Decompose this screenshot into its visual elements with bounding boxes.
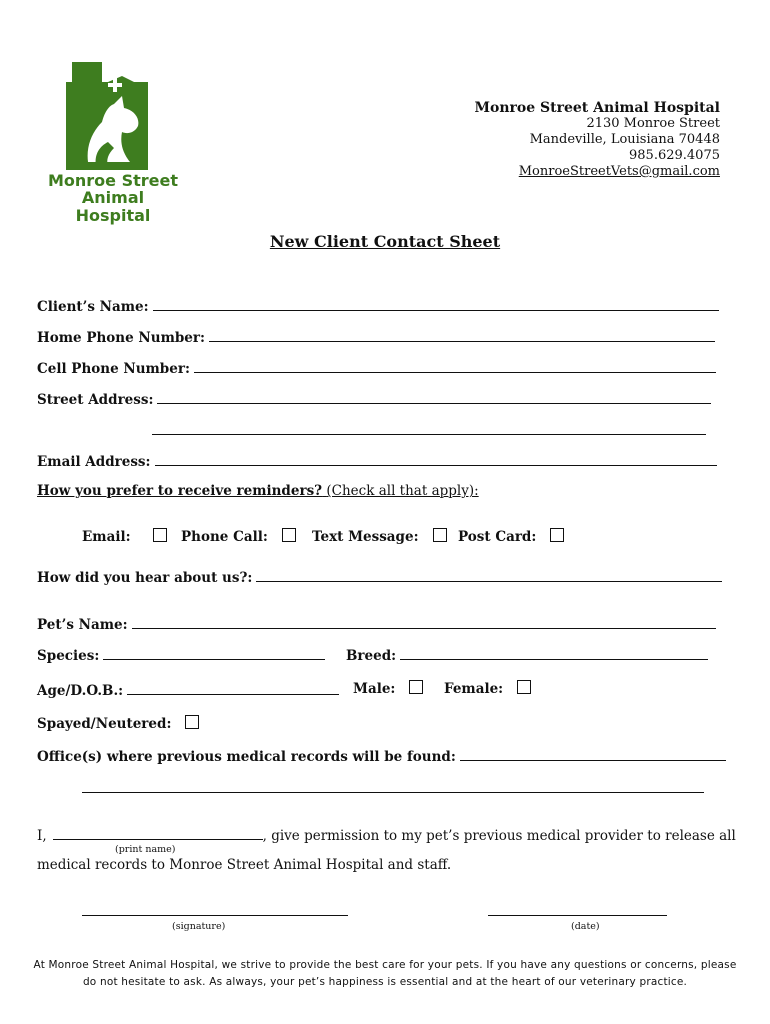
pet-name-field[interactable]	[132, 614, 716, 629]
logo-text-line2: Animal Hospital	[75, 188, 151, 225]
female-checkbox[interactable]	[517, 680, 531, 694]
permission-text2: medical records to Monroe Street Animal Hospital and staff.	[37, 857, 452, 873]
reminder-option-phone	[181, 528, 296, 545]
reminder-option-text	[312, 528, 447, 545]
hospital-city: Mandeville, Louisiana 70448	[529, 132, 720, 147]
male-checkbox[interactable]	[409, 680, 423, 694]
street-address-field[interactable]	[157, 389, 711, 404]
heard-about-label: How did you hear about us?:	[37, 570, 253, 586]
street-address-row	[37, 389, 711, 409]
logo	[42, 62, 184, 225]
breed-label: Breed:	[346, 648, 397, 664]
pet-name-row	[37, 614, 716, 634]
heard-about-field[interactable]	[256, 567, 722, 582]
email-checkbox[interactable]	[153, 528, 167, 542]
reminder-phone-label: Phone Call:	[181, 529, 268, 545]
reminder-option-email	[82, 528, 167, 545]
pet-name-label: Pet’s Name:	[37, 617, 128, 633]
street-address-label: Street Address:	[37, 392, 154, 408]
office-records-label: Office(s) where previous medical records will be found:	[37, 749, 456, 765]
date-label: (date)	[571, 921, 600, 932]
reminder-option-post	[458, 528, 564, 545]
footer	[30, 957, 740, 991]
breed-field[interactable]	[400, 645, 708, 660]
animal-hospital-icon	[42, 62, 184, 172]
date-field[interactable]	[488, 915, 667, 916]
age-row	[37, 680, 339, 700]
email-address-row	[37, 451, 717, 471]
permission-prefix: I,	[37, 828, 47, 844]
phone-call-checkbox[interactable]	[282, 528, 296, 542]
office-records-field[interactable]	[460, 746, 726, 761]
spayed-label: Spayed/Neutered:	[37, 716, 172, 732]
hospital-street: 2130 Monroe Street	[586, 116, 720, 131]
reminders-row	[37, 482, 479, 500]
logo-text-line1: Monroe Street	[47, 171, 179, 190]
client-name-field[interactable]	[153, 296, 719, 311]
street-address-field-2[interactable]	[152, 434, 706, 435]
species-row	[37, 645, 325, 665]
reminders-note: (Check all that apply):	[326, 483, 479, 499]
permission-row	[37, 825, 736, 845]
signature-label: (signature)	[172, 921, 226, 932]
hospital-info	[475, 100, 720, 180]
heard-about-row	[37, 567, 722, 587]
species-label: Species:	[37, 648, 100, 664]
spayed-checkbox[interactable]	[185, 715, 199, 729]
permission-text: , give permission to my pet’s previous medical provider to release all	[262, 828, 736, 844]
cell-phone-row	[37, 358, 716, 378]
office-records-field-2[interactable]	[82, 792, 704, 793]
reminder-text-label: Text Message:	[312, 529, 419, 545]
home-phone-row	[37, 327, 715, 347]
species-field[interactable]	[103, 645, 325, 660]
reminders-title: How you prefer to receive reminders?	[37, 483, 323, 499]
print-name-field[interactable]	[53, 825, 263, 840]
footer-line1: At Monroe Street Animal Hospital, we strive to provide the best care for your pets. If you have any questions or concerns, please	[33, 959, 737, 971]
page-title: New Client Contact Sheet	[269, 232, 501, 251]
home-phone-field[interactable]	[209, 327, 715, 342]
spayed-row	[37, 715, 199, 733]
reminder-post-label: Post Card:	[458, 529, 537, 545]
breed-row	[346, 645, 708, 665]
footer-line2: do not hesitate to ask. As always, your pet’s happiness is essential and at the heart of our veterinary practice.	[82, 976, 688, 988]
text-message-checkbox[interactable]	[433, 528, 447, 542]
age-field[interactable]	[127, 680, 339, 695]
client-name-label: Client’s Name:	[37, 299, 149, 315]
male-row	[353, 680, 423, 698]
email-address-label: Email Address:	[37, 454, 151, 470]
cell-phone-field[interactable]	[194, 358, 716, 373]
email-address-field[interactable]	[155, 451, 717, 466]
print-name-label: (print name)	[115, 844, 176, 855]
female-row	[444, 680, 531, 698]
hospital-email[interactable]: MonroeStreetVets@gmail.com	[518, 164, 720, 179]
home-phone-label: Home Phone Number:	[37, 330, 205, 346]
female-label: Female:	[444, 681, 504, 697]
client-name-row	[37, 296, 719, 316]
reminder-email-label: Email:	[82, 529, 131, 545]
cell-phone-label: Cell Phone Number:	[37, 361, 190, 377]
signature-field[interactable]	[82, 915, 348, 916]
office-records-row	[37, 746, 726, 766]
hospital-phone: 985.629.4075	[629, 148, 720, 163]
hospital-name: Monroe Street Animal Hospital	[474, 100, 720, 116]
age-label: Age/D.O.B.:	[37, 683, 124, 699]
male-label: Male:	[353, 681, 396, 697]
post-card-checkbox[interactable]	[550, 528, 564, 542]
